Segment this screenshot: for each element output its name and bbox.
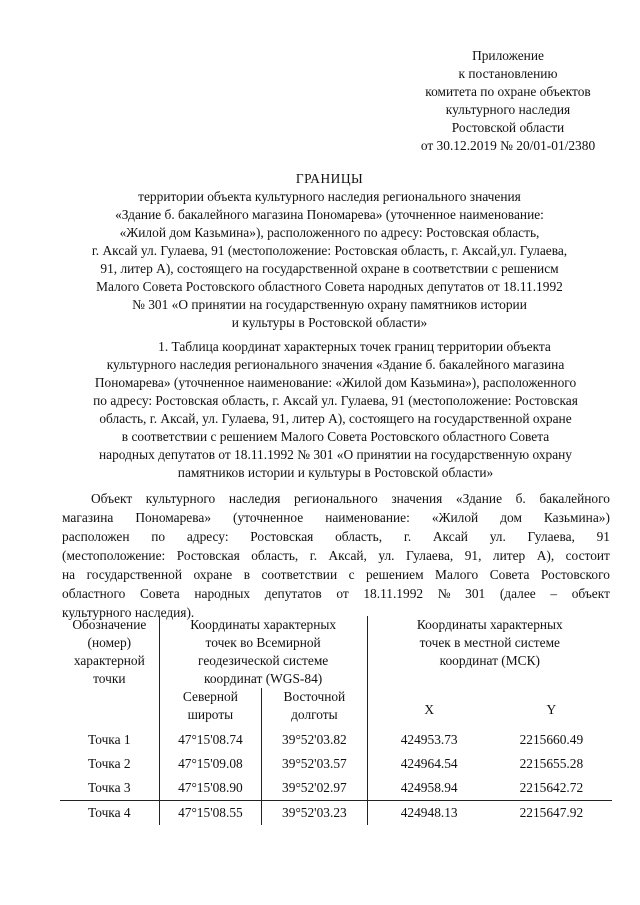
paragraph-word: значения [391,491,443,506]
paragraph-word: б. [515,491,526,506]
paragraph-word: областного [62,586,126,601]
heading-line: «Здание б. бакалейного магазина Пономарева» (уточненное наименование: [115,207,544,222]
heading-line: и культуры в Ростовской области» [231,315,428,330]
point-label: Точка 1 [88,732,131,747]
heading-line: г. Аксай ул. Гулаева, 91 (местоположение: Ростовская область, г. Аксай,ул. Гулаева, [91,243,568,258]
paragraph-word: «Здание [455,491,503,506]
point-label: Точка 3 [88,780,131,795]
paragraph-word: 91 [596,529,610,544]
paragraph-word: г. [309,548,318,563]
heading-line: 91, литер А), состоящего на государственной охране в соответствии с решенисм [100,261,559,276]
paragraph-word: регионального [294,491,378,506]
paragraph-word: бакалейного [539,491,610,506]
paragraph-line [62,527,610,546]
paragraph-word: 301 [465,586,486,601]
paragraph-word: депутатов [264,586,322,601]
approval-line: культурного наследия [445,102,571,117]
y-cell: 2215647.92 [491,801,612,826]
paragraph-word: Объект [91,491,133,506]
paragraph-word: объект [571,586,610,601]
subheader-text: долготы [291,707,338,722]
paragraph-word: 18.11.1992 [363,586,424,601]
coordinates-table [60,616,612,825]
paragraph-word: Пономарева» [135,510,212,525]
paragraph-line [62,584,610,603]
paragraph-line [62,489,610,508]
paragraph-word: г. [403,529,412,544]
paragraph-line [62,565,610,584]
paragraph-word: (уточненное [233,510,304,525]
header-text: точек во Всемирной [205,635,321,650]
paragraph-word: наименование: [325,510,410,525]
approval-line: Ростовской области [451,120,565,135]
header-text: геодезической системе [198,653,329,668]
header-text: Координаты характерных [416,617,563,632]
paragraph-last-line: культурного наследия). [62,605,195,620]
paragraph-word: соответствии [261,567,338,582]
longitude-cell: 39°52'03.57 [262,752,367,776]
paragraph-word: Малого [435,567,479,582]
paragraph-word: расположен [62,529,130,544]
paragraph-word: – [550,586,558,601]
header-text: координат (WGS-84) [204,671,323,686]
latitude-cell: 47°15'08.74 [159,724,262,752]
paragraph-word: дом [500,510,522,525]
approval-date-line: от 30.12.2019 № 20/01-01/2380 [420,138,596,153]
heading-line: «Жилой дом Казьмина»), расположенного по адресу: Ростовская область, [119,225,540,240]
caption-line: в соответствии с решением Малого Совета Ростовского областного Совета [121,429,550,444]
caption-line: народных депутатов от 18.11.1992 № 301 «О принятии на государственную охрану [98,447,573,462]
header-text: (номер) [87,635,132,650]
approval-line: к постановлению [458,66,558,81]
paragraph-word: Ростовская [250,529,314,544]
header-text: Координаты характерных [190,617,337,632]
header-text: координат (МСК) [439,653,540,668]
description-paragraph [62,489,610,622]
subheader-y: Y [546,702,557,717]
header-designation [60,616,159,724]
x-cell: 424953.73 [367,724,491,752]
header-text: характерной [73,653,145,668]
paragraph-word: Гулаева, [405,548,454,563]
paragraph-word: адресу: [186,529,229,544]
approval-line: Приложение [472,48,544,63]
paragraph-word: Аксай, [328,548,367,563]
paragraph-word: охране [193,567,233,582]
subheader-text: Северной [182,689,238,704]
caption-line: область, г. Аксай, ул. Гулаева, 91, литер А), состоящего на государственной охране [99,411,572,426]
paragraph-word: литер [492,548,526,563]
paragraph-word: решением [365,567,424,582]
subheader-x: X [367,688,491,724]
heading-line: Малого Совета Ростовского областного Совета народных депутатов от 18.11.1992 [96,279,563,294]
paragraph-word: ул. [489,529,506,544]
header-msk [367,616,612,688]
paragraph-word: ул. [378,548,395,563]
header-text: точек в местной системе [419,635,561,650]
paragraph-word: народных [194,586,251,601]
paragraph-word: с [348,567,355,582]
paragraph-word: наследия [228,491,281,506]
y-cell: 2215660.49 [519,732,584,747]
latitude-cell: 47°15'08.55 [159,801,262,826]
paragraph-word: Казьмина») [543,510,610,525]
caption-line: памятников истории и культуры в Ростовской области» [177,465,494,480]
point-label: Точка 4 [60,801,159,826]
paragraph-word: № [437,586,451,601]
table-caption [58,338,613,482]
paragraph-line [62,546,610,565]
caption-line: Пономарева» (уточненное наименование: «Жилой дом Казьмина»), расположенного [94,375,577,390]
paragraph-word: (далее [499,586,536,601]
y-cell: 2215642.72 [519,780,584,795]
paragraph-word: 91, [464,548,482,563]
caption-line: культурного наследия регионального значения «Здание б. бакалейного магазина [106,357,565,372]
heading-line: территории объекта культурного наследия регионального значения [138,189,521,204]
approval-line: комитета по охране объектов [425,84,591,99]
caption-line: 1. Таблица координат характерных точек границ территории объекта [158,339,551,354]
latitude-cell: 47°15'08.90 [159,776,262,801]
approval-block [398,47,618,155]
paragraph-word: культурного [145,491,216,506]
paragraph-word: в [243,567,251,582]
paragraph-word: область, [335,529,383,544]
x-cell: 424958.94 [367,776,491,801]
paragraph-word: Гулаева, [527,529,575,544]
paragraph-word: состоит [565,548,610,563]
x-cell: 424948.13 [367,801,491,826]
latitude-cell: 47°15'09.08 [159,752,262,776]
table-header-row [60,616,612,688]
heading-title: ГРАНИЦЫ [295,171,364,186]
paragraph-word: Совета [139,586,180,601]
table-row [60,801,612,826]
table-row [60,752,612,776]
paragraph-word: по [151,529,166,544]
longitude-cell: 39°52'02.97 [262,776,367,801]
paragraph-word: на [62,567,76,582]
paragraph-word: магазина [62,510,114,525]
document-heading [52,170,607,332]
paragraph-word: государственной [86,567,182,582]
paragraph-word: область, [251,548,299,563]
paragraph-line [62,508,610,527]
paragraph-word: (местоположение: [62,548,166,563]
paragraph-word: от [336,586,349,601]
paragraph-word: Совета [489,567,530,582]
heading-line: № 301 «О принятии на государственную охрану памятников истории [132,297,527,312]
point-label: Точка 2 [88,756,131,771]
subheader-text: широты [187,707,234,722]
paragraph-word: Ростовская [176,548,240,563]
y-cell: 2215655.28 [519,756,584,771]
longitude-cell: 39°52'03.82 [262,724,367,752]
header-text: Обозначение [72,617,147,632]
subheader-north [159,688,262,724]
paragraph-word: А), [536,548,555,563]
x-cell: 424964.54 [367,752,491,776]
table-row [60,776,612,801]
paragraph-word: Ростовского [540,567,610,582]
table-row [60,724,612,752]
header-wgs [159,616,367,688]
caption-line: по адресу: Ростовская область, г. Аксай ул. Гулаева, 91 (местоположение: Ростовская [93,393,578,408]
header-text: точки [93,671,126,686]
subheader-east [262,688,367,724]
paragraph-word: Аксай [432,529,468,544]
subheader-text: Восточной [283,689,346,704]
longitude-cell: 39°52'03.23 [262,801,367,826]
paragraph-word: «Жилой [431,510,479,525]
